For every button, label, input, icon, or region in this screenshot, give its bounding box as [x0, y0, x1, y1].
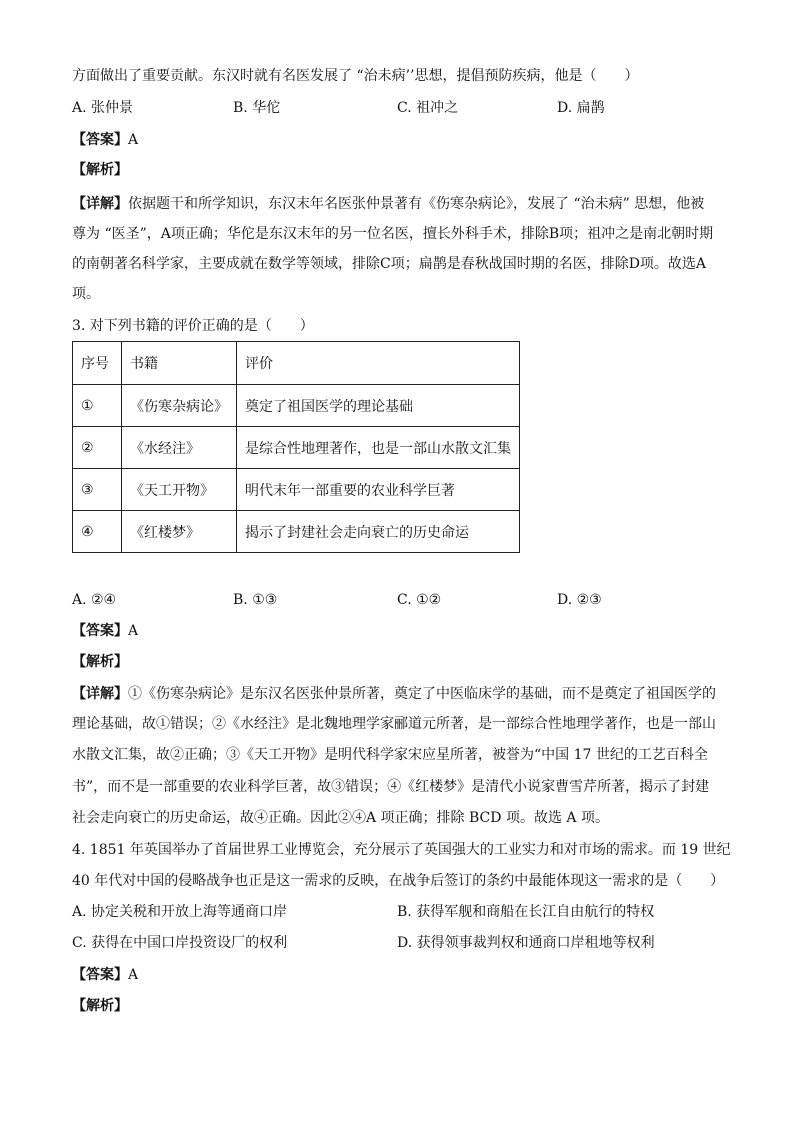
cell-index: ③ — [73, 469, 122, 511]
cell-evaluation: 奠定了祖国医学的理论基础 — [237, 385, 520, 427]
detail-text: ①《伤寒杂病论》是东汉名医张仲景所著，奠定了中医临床学的基础，而不是奠定了祖国医学的 — [128, 686, 716, 702]
q2-option-a: A. 张仲景 — [72, 100, 134, 116]
q3-detail-line-2: 理论基础，故①错误；②《水经注》是北魏地理学家郦道元所著，是一部综合性地理学著作，也是一部山 — [72, 716, 716, 732]
q4-answer — [72, 965, 138, 985]
cell-book: 《天工开物》 — [122, 469, 237, 511]
answer-value: A — [128, 623, 139, 639]
q3-detail-line-3: 水散文汇集，故②正确；③《天工开物》是明代科学家宋应星所著，被誉为“中国 17 世纪的工艺百科全 — [72, 747, 708, 763]
header-cell-index: 序号 — [73, 342, 122, 385]
answer-value: A — [128, 967, 139, 983]
detail-tag: 【详解】 — [72, 196, 128, 212]
cell-evaluation: 揭示了封建社会走向衰亡的历史命运 — [237, 511, 520, 553]
q4-option-c: C. 获得在中国口岸投资设厂的权利 — [72, 935, 288, 951]
q2-analysis-tag: 【解析】 — [72, 162, 128, 178]
detail-text: 依据题干和所学知识，东汉末年名医张仲景著有《伤寒杂病论》，发展了 “治未病” 思想，他被 — [128, 196, 705, 212]
q4-option-a: A. 协定关税和开放上海等通商口岸 — [72, 904, 288, 920]
books-table — [72, 341, 520, 553]
q4-stem-line-2: 40 年代对中国的侵略战争也正是这一需求的反映，在战争后签订的条约中最能体现这一需求的是（ ） — [72, 873, 725, 889]
q4-option-d: D. 获得领事裁判权和通商口岸租地等权利 — [397, 935, 655, 951]
q2-answer — [72, 130, 138, 150]
cell-book: 《红楼梦》 — [122, 511, 237, 553]
table-row — [73, 427, 520, 469]
q3-option-d: D. ②③ — [557, 592, 602, 608]
q4-analysis-tag: 【解析】 — [72, 998, 128, 1014]
q3-answer — [72, 621, 138, 641]
q4-stem-line-1: 4. 1851 年英国举办了首届世界工业博览会，充分展示了英国强大的工业实力和对市场的需求。而 19 世纪 — [72, 842, 731, 858]
answer-tag: 【答案】 — [72, 623, 128, 639]
q3-detail-line-5: 社会走向衰亡的历史命运，故④正确。因此②④A 项正确；排除 BCD 项。故选 A 项。 — [72, 810, 609, 826]
detail-tag: 【详解】 — [72, 686, 128, 702]
q2-detail-line-2: 尊为 “医圣”，A项正确；华佗是东汉末年的另一位名医，擅长外科手术，排除B项；祖冲之是南北朝时期 — [72, 226, 714, 242]
table-row — [73, 385, 520, 427]
q2-option-d: D. 扁鹊 — [557, 100, 605, 116]
q2-option-c: C. 祖冲之 — [397, 100, 459, 116]
cell-evaluation: 明代末年一部重要的农业科学巨著 — [237, 469, 520, 511]
table-row — [73, 511, 520, 553]
q3-stem: 3. 对下列书籍的评价正确的是（ ） — [72, 318, 314, 334]
cell-book: 《伤寒杂病论》 — [122, 385, 237, 427]
q2-detail-line-3: 的南朝著名科学家，主要成就在数学等领域，排除C项；扁鹊是春秋战国时期的名医，排除D项。故选A — [72, 256, 707, 272]
table-row — [73, 469, 520, 511]
answer-tag: 【答案】 — [72, 967, 128, 983]
q2-detail-line-1 — [72, 194, 704, 214]
cell-book: 《水经注》 — [122, 427, 237, 469]
header-cell-book: 书籍 — [122, 342, 237, 385]
cell-index: ① — [73, 385, 122, 427]
q3-detail-line-4: 书”，而不是一部重要的农业科学巨著，故③错误；④《红楼梦》是清代小说家曹雪芹所著，揭示了封建 — [72, 779, 710, 795]
q2-stem: 方面做出了重要贡献。东汉时就有名医发展了 “治未病’’思想，提倡预防疾病，他是（ ） — [72, 68, 639, 84]
q3-option-b: B. ①③ — [233, 592, 278, 608]
q3-option-a: A. ②④ — [72, 592, 117, 608]
q2-detail-line-4: 项。 — [72, 286, 100, 302]
q3-analysis-tag: 【解析】 — [72, 654, 128, 670]
q4-option-b: B. 获得军舰和商船在长江自由航行的特权 — [397, 904, 655, 920]
cell-evaluation: 是综合性地理著作，也是一部山水散文汇集 — [237, 427, 520, 469]
header-cell-evaluation: 评价 — [237, 342, 520, 385]
q3-detail-line-1 — [72, 684, 716, 704]
q2-option-b: B. 华佗 — [233, 100, 281, 116]
answer-tag: 【答案】 — [72, 132, 128, 148]
q3-option-c: C. ①② — [397, 592, 442, 608]
cell-index: ④ — [73, 511, 122, 553]
cell-index: ② — [73, 427, 122, 469]
table-header-row — [73, 342, 520, 385]
answer-value: A — [128, 132, 139, 148]
